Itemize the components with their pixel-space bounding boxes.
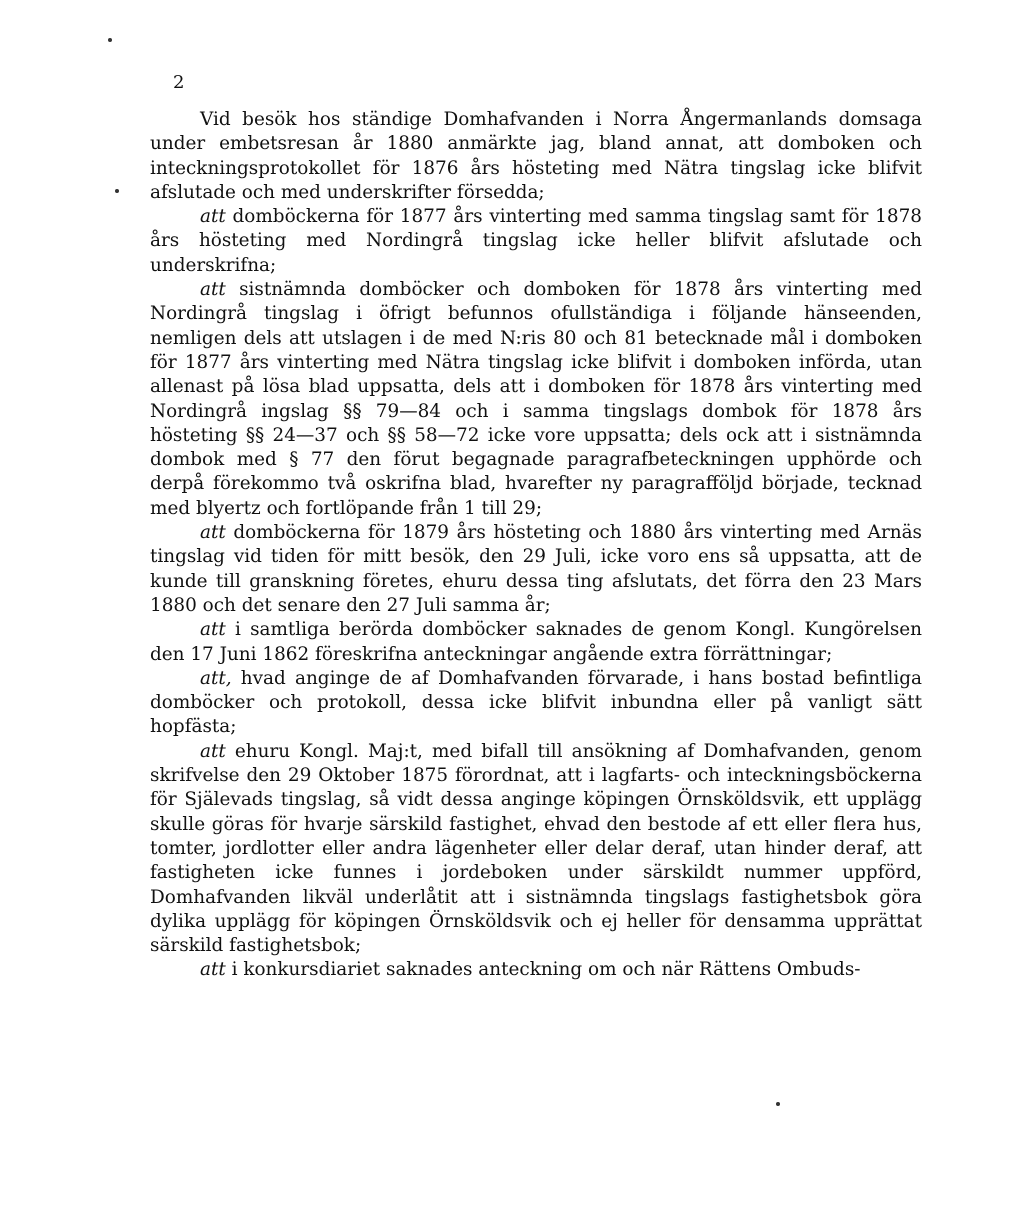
paragraph [150, 958, 922, 982]
paragraph [150, 108, 922, 205]
paragraph-lead: att [200, 959, 226, 981]
paragraph-lead: att [200, 279, 226, 301]
paragraph-text: ehuru Kongl. Maj:t, med bifall till ansökning af Domhafvanden, genom skrifvelse den 29 Oktober 1875 förordnat, att i lagfarts- och inteckningsböckerna för Själevads tingslag, så vidt dessa anginge köpingen Örnsköldsvik, ett upplägg skulle göras för hvarje särskild fastighet, ehvad den bestode af ett eller flera hus, tomter, jordlotter eller andra lägenheter eller delar deraf, utan hinder deraf, att fastigheten icke funnes i jordeboken under särskildt nummer uppförd, Domhafvanden likväl underlåtit att i sistnämnda tingslags fastighetsbok göra dylika upplägg för köpingen Örnsköldsvik och ej heller för densamma upprättat särskild fastighetsbok; [150, 740, 922, 957]
speck-mark [108, 38, 112, 42]
paragraph-lead: att [200, 522, 226, 544]
paragraph-text: hvad anginge de af Domhafvanden förvarade, i hans bostad befintliga domböcker och protokoll, dessa icke blifvit inbundna eller på vanligt sätt hopfästa; [150, 667, 922, 738]
paragraph [150, 278, 922, 521]
page-number: 2 [173, 72, 185, 93]
paragraph [150, 740, 922, 959]
paragraph [150, 521, 922, 618]
paragraph-lead: att, [200, 667, 232, 689]
paragraph [150, 205, 922, 278]
speck-mark [115, 189, 119, 193]
paragraph [150, 618, 922, 667]
paragraph-lead: att [200, 619, 226, 641]
paragraph-text: i konkursdiariet saknades anteckning om och när Rättens Ombuds- [225, 959, 861, 981]
body-text [150, 108, 922, 983]
paragraph-text: domböckerna för 1877 års vinterting med samma tingslag samt för 1878 års hösteting med Nordingrå tingslag icke heller blifvit afslutade och underskrifna; [150, 206, 922, 276]
paragraph-text: sistnämnda domböcker och domboken för 1878 års vinterting med Nordingrå tingslag i öfrigt befunnos ofullständiga i följande hänseenden, nemligen dels att utslagen i de med N:ris 80 och 81 betecknade mål i domboken för 1877 års vinterting med Nätra tingslag icke blifvit i domboken införda, utan allenast på lösa blad uppsatta, dels att i domboken för 1878 års vinterting med Nordingrå ingslag §§ 79—84 och i samma tingslags dombok för 1878 års hösteting §§ 24—37 och §§ 58—72 icke vore uppsatta; dels ock att i sistnämnda dombok med § 77 den förut begagnade paragrafbeteckningen upphörde och derpå förekommo två oskrifna blad, hvarefter ny paragrafföljd började, tecknad med blyertz och fortlöpande från 1 till 29; [150, 279, 922, 519]
paragraph-text: i samtliga berörda domböcker saknades de genom Kongl. Kungörelsen den 17 Juni 1862 föreskrifna anteckningar angående extra förrättningar; [150, 619, 922, 665]
paragraph [150, 667, 922, 740]
paragraph-text: domböckerna för 1879 års hösteting och 1880 års vinterting med Arnäs tingslag vid tiden för mitt besök, den 29 Juli, icke voro ens så uppsatta, att de kunde till granskning företes, ehuru dessa ting afslutats, det förra den 23 Mars 1880 och det senare den 27 Juli samma år; [150, 522, 922, 616]
paragraph-text: Vid besök hos ständige Domhafvanden i Norra Ångermanlands domsaga under embetsresan år 1880 anmärkte jag, bland annat, att domboken och inteckningsprotokollet för 1876 års hösteting med Nätra tingslag icke blifvit afslutade och med underskrifter försedda; [150, 109, 922, 203]
paragraph-lead: att [200, 740, 226, 762]
paragraph-lead: att [200, 206, 226, 228]
speck-mark [776, 1102, 780, 1106]
